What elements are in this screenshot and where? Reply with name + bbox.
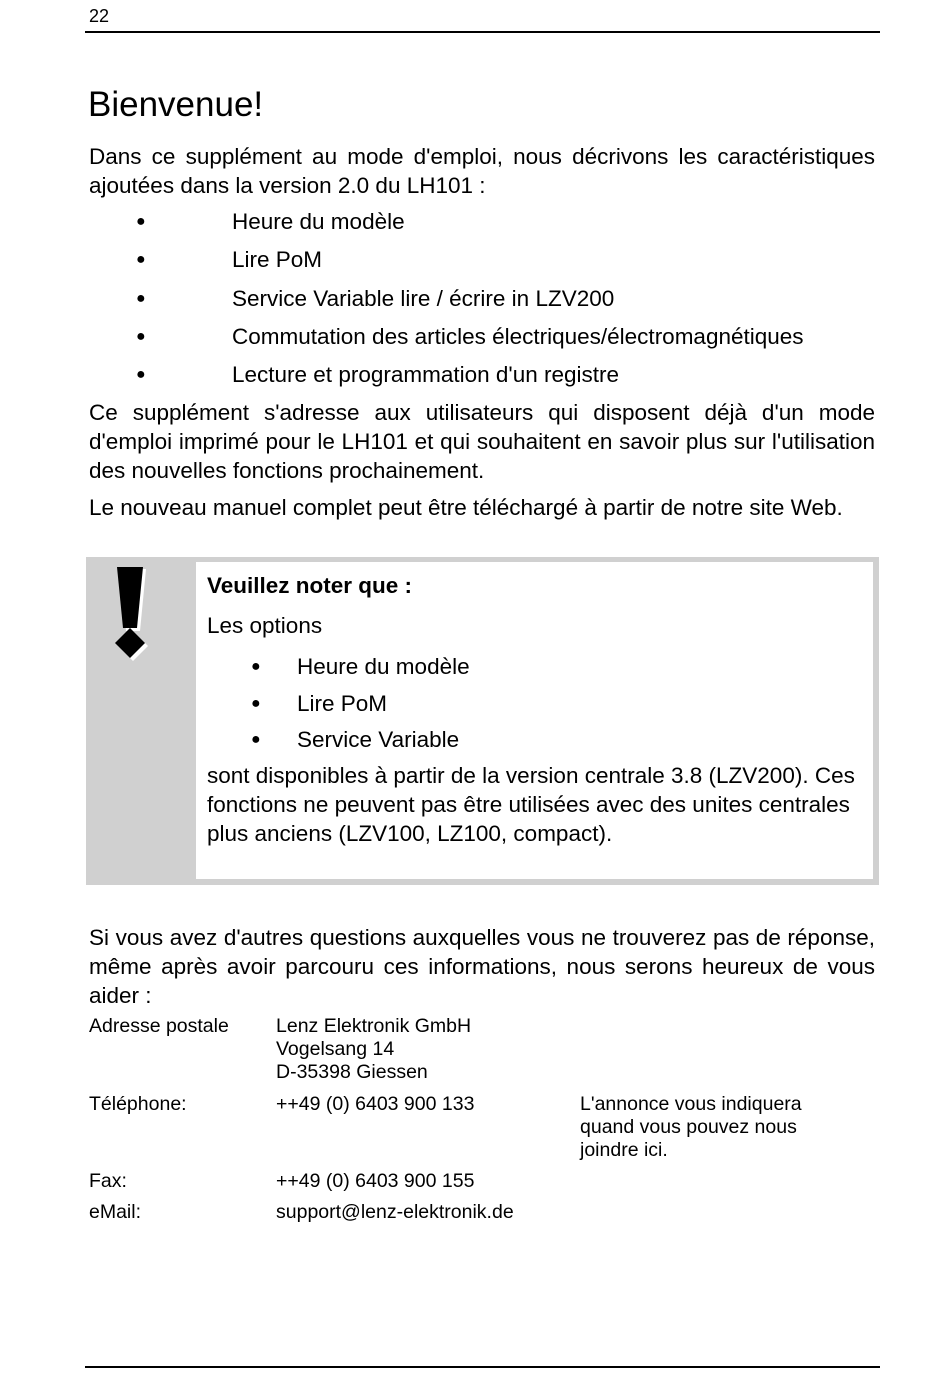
postal-address: Lenz Elektronik GmbH Vogelsang 14 D-35398 Giessen (276, 1015, 472, 1083)
exclamation-icon (110, 565, 160, 661)
page-title: Bienvenue! (88, 85, 264, 124)
bullet-icon: ● (136, 213, 146, 230)
note-option-list (207, 649, 470, 759)
list-item: ● Heure du modèle (89, 203, 804, 241)
list-item: ● Lire PoM (207, 686, 470, 723)
note-content (196, 562, 873, 879)
bullet-icon: ● (136, 366, 146, 384)
bullet-icon: ● (136, 251, 146, 269)
fax-label: Fax: (89, 1170, 127, 1192)
fax-number: ++49 (0) 6403 900 155 (276, 1170, 475, 1192)
list-item: ● Commutation des articles électriques/électromagnétiques (89, 318, 804, 356)
list-item: ● Lire PoM (89, 241, 804, 279)
page-number: 22 (89, 6, 110, 26)
bullet-icon: ● (251, 658, 261, 675)
list-item: ● Lecture et programmation d'un registre (89, 356, 804, 394)
email-label: eMail: (89, 1201, 142, 1223)
phone-number: ++49 (0) 6403 900 133 (276, 1093, 475, 1115)
intro-paragraph: Dans ce supplément au mode d'emploi, nous décrivons les caractéristiques ajoutées dans la version 2.0 du LH101 : (89, 144, 875, 198)
audience-paragraph: Ce supplément s'adresse aux utilisateurs qui disposent déjà d'un mode d'emploi imprimé pour le LH101 et qui souhaitent en savoir plus sur l'utilisation des nouvelles fonctions prochainement. (89, 400, 875, 483)
phone-note: L'annonce vous indiquera quand vous pouvez nous joindre ici. (580, 1093, 802, 1161)
note-heading: Veuillez noter que : (207, 573, 413, 598)
note-lead: Les options (207, 613, 323, 638)
address-label: Adresse postale (89, 1015, 229, 1037)
feature-list (89, 203, 804, 394)
bullet-icon: ● (136, 289, 146, 307)
bullet-icon: ● (251, 731, 261, 748)
header-rule (85, 31, 880, 33)
bullet-icon: ● (251, 694, 261, 712)
footer-rule (85, 1366, 880, 1368)
bullet-icon: ● (136, 327, 146, 345)
list-item: ● Heure du modèle (207, 649, 470, 686)
phone-label: Téléphone: (89, 1093, 187, 1115)
note-body: sont disponibles à partir de la version centrale 3.8 (LZV200). Ces fonctions ne peuvent pas être utilisées avec des unites centrales plus anciens (LZV100, LZ100, compact). (207, 763, 855, 846)
email-address: support@lenz-elektronik.de (276, 1201, 514, 1223)
download-paragraph: Le nouveau manuel complet peut être téléchargé à partir de notre site Web. (89, 495, 843, 520)
questions-paragraph: Si vous avez d'autres questions auxquelles vous ne trouverez pas de réponse, même après avoir parcouru ces informations, nous serons heureux de vous aider : (89, 925, 875, 1008)
list-item: ● Service Variable lire / écrire in LZV200 (89, 280, 804, 318)
note-box (86, 557, 879, 885)
list-item: ● Service Variable (207, 722, 470, 759)
